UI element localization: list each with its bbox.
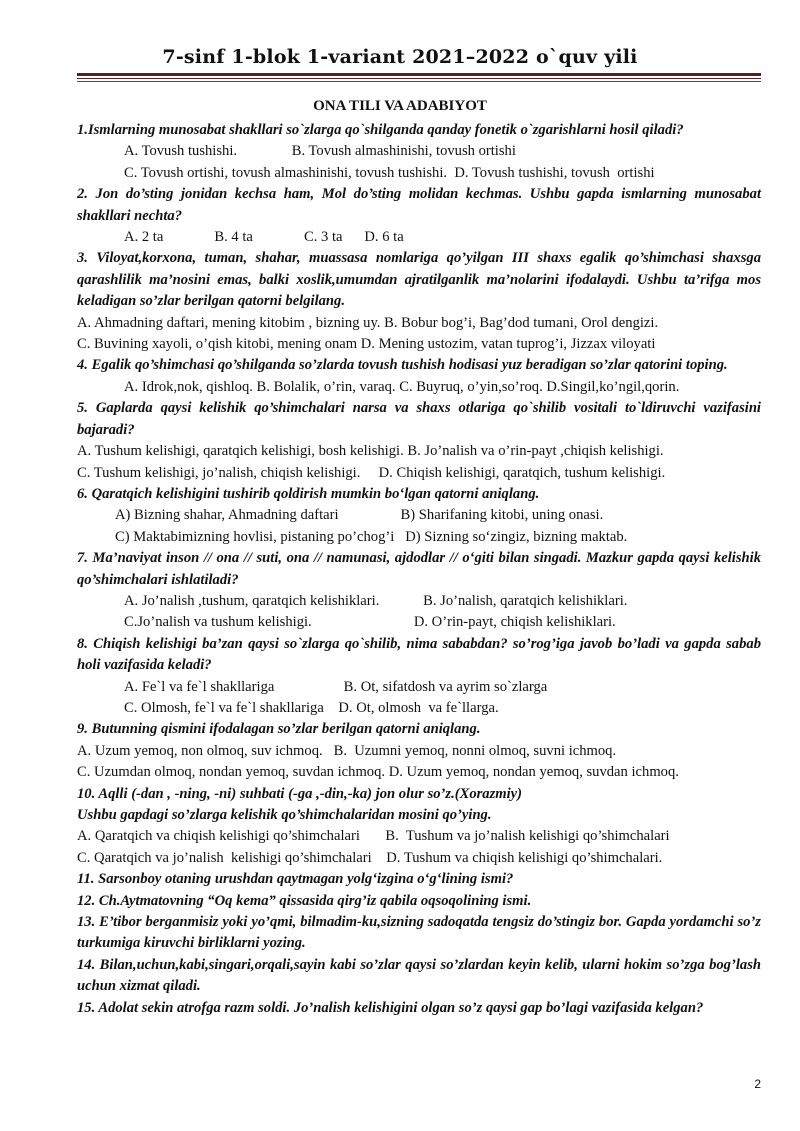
answer-options-line: C) Maktabimizning hovlisi, pistaning po’chog’i D) Sizning so‘zingiz, bizning maktab. xyxy=(115,528,628,545)
answer-options-line: A. Uzum yemoq, non olmoq, suv ichmoq. B. Uzumni yemoq, nonni olmoq, suvni ichmoq. xyxy=(77,742,617,759)
answer-options-line: C.Jo’nalish va tushum kelishigi. D. O’rin-payt, chiqish kelishiklari. xyxy=(124,614,616,631)
header-rule-thick xyxy=(77,73,761,76)
question-text: 2. Jon do’sting jonidan kechsa ham, Mol do’sting molidan kechmas. Ushbu gapda ismlarning munosabat shakllari nechta? xyxy=(77,186,761,224)
question-text: 1.Ismlarning munosabat shakllari so`zlarga qo`shilganda qanday fonetik o`zgarishlarni hosil qiladi? xyxy=(77,122,684,138)
question-text: 5. Gaplarda qaysi kelishik qo’shimchalari narsa va shaxs otlariga qo`shilib vositali to`ldiruvchi vazifasini bajaradi? xyxy=(77,400,761,438)
page-header-title: 7-sinf 1-blok 1-variant 2021–2022 o`quv yili xyxy=(162,46,638,68)
answer-options-line: A. Ahmadning daftari, mening kitobim , bizning uy. B. Bobur bog’i, Bag’dod tumani, Orol dengizi. xyxy=(77,314,659,331)
question-text: 7. Ma’naviyat inson // ona // suti, ona // namunasi, ajdodlar // o‘giti bilan singadi. Mazkur gapda qaysi kelishik qo’shimchalari ishlatiladi? xyxy=(77,550,761,588)
answer-options-line: A. Qaratqich va chiqish kelishigi qo’shimchalari B. Tushum va jo’nalish kelishigi qo’shimchalari xyxy=(77,828,670,845)
question-text: 9. Butunning qismini ifodalagan so’zlar berilgan qatorni aniqlang. xyxy=(77,721,481,738)
answer-options-line: A. Fe`l va fe`l shakllariga B. Ot, sifatdosh va ayrim so`zlarga xyxy=(124,678,548,695)
answer-options-line: A. Idrok,nok, qishloq. B. Bolalik, o’rin, varaq. C. Buyruq, o’yin,so’roq. D.Singil,ko’ngil,qorin. xyxy=(124,378,680,395)
answer-options-line: C. Tushum kelishigi, jo’nalish, chiqish kelishigi. D. Chiqish kelishigi, qaratqich, tushum kelishigi. xyxy=(77,464,666,481)
question-text: 3. Viloyat,korxona, tuman, shahar, muassasa nomlariga qo’yilgan III shaxs egalik qo’shimchasi shaxsga qarashlilik ma’nosini emas, balki xoslik,umumdan ajratilganlik ma’nolarini ifodalaydi. Ushbu ta’rifga mos keladigan so’zlar berilgan qatorni belgilang. xyxy=(77,250,761,310)
question-text: 10. Aqlli (-dan , -ning, -ni) suhbati (-ga ,-din,-ka) jon olur so’z.(Xorazmiy) xyxy=(77,785,523,802)
answer-options-line: C. Qaratqich va jo’nalish kelishigi qo’shimchalari D. Tushum va chiqish kelishigi qo’shimchalari. xyxy=(77,849,663,866)
answer-options-line: A. Tushum kelishigi, qaratqich kelishigi, bosh kelishigi. B. Jo’nalish va o’rin-payt ,chiqish kelishigi. xyxy=(77,443,664,460)
question-text: 14. Bilan,uchun,kabi,singari,orqali,sayin kabi so’zlar qaysi so’zlardan keyin kelib, ularni hokim so’zga bog’lash uchun xizmat qiladi. xyxy=(77,956,761,995)
answer-options-line: A. Jo’nalish ,tushum, qaratqich kelishiklari. B. Jo’nalish, qaratqich kelishiklari. xyxy=(124,592,628,609)
header-rule-thin-2 xyxy=(77,81,761,82)
question-text: 8. Chiqish kelishigi ba’zan qaysi so`zlarga qo`shilib, nima sababdan? so’rog’iga javob bo’ladi va gapda sabab holi vazifasida keladi? xyxy=(77,635,761,674)
answer-options-line: C. Olmosh, fe`l va fe`l shakllariga D. Ot, olmosh va fe`llarga. xyxy=(124,699,499,716)
question-text: 11. Sarsonboy otaning urushdan qaytmagan yolg‘izgina o‘g‘lining ismi? xyxy=(77,871,514,888)
question-text-continued: Ushbu gapdagi so’zlarga kelishik qo’shimchalaridan mosini qo’ying. xyxy=(77,807,492,823)
question-text: 13. E’tibor berganmisiz yoki yo’qmi, bilmadim-ku,sizning sadoqatda tengsiz do’stingiz bor. Gapda yordamchi so’z turkumiga kiruvchi birliklarni yozing. xyxy=(77,914,761,952)
question-text: 6. Qaratqich kelishigini tushirib qoldirish mumkin bo‘lgan qatorni aniqlang. xyxy=(77,485,540,502)
questions-list xyxy=(77,120,761,1019)
header-rule-thin xyxy=(77,78,761,79)
subject-title: ONA TILI VA ADABIYOT xyxy=(313,98,487,114)
answer-options-line: C. Buvining xayoli, o’qish kitobi, mening onam D. Mening ustozim, vatan tuprog’i, Jizzax viloyati xyxy=(77,336,656,353)
answer-options-line: A. Tovush tushishi. B. Tovush almashinishi, tovush ortishi xyxy=(124,143,516,160)
question-text: 15. Adolat sekin atrofga razm soldi. Jo’nalish kelishigini olgan so’z qaysi gap bo’lagi vazifasida kelgan? xyxy=(77,999,704,1016)
question-text: 4. Egalik qo’shimchasi qo’shilganda so’zlarda tovush tushish hodisasi yuz beradigan so’zlar qatorini toping. xyxy=(77,357,728,374)
question-text: 12. Ch.Aytmatovning “Oq kema” qissasida qirg’iz qabila oqsoqolining ismi. xyxy=(77,892,532,909)
answer-options-line: A) Bizning shahar, Ahmadning daftari B) Sharifaning kitobi, uning onasi. xyxy=(115,507,604,524)
answer-options-line: C. Uzumdan olmoq, nondan yemoq, suvdan ichmoq. D. Uzum yemoq, nondan yemoq, suvdan ichmoq. xyxy=(77,764,679,781)
page-number: 2 xyxy=(754,1077,761,1091)
answer-options-line: A. 2 ta B. 4 ta C. 3 ta D. 6 ta xyxy=(124,229,404,246)
answer-options-line: C. Tovush ortishi, tovush almashinishi, tovush tushishi. D. Tovush tushishi, tovush ortishi xyxy=(124,164,655,181)
